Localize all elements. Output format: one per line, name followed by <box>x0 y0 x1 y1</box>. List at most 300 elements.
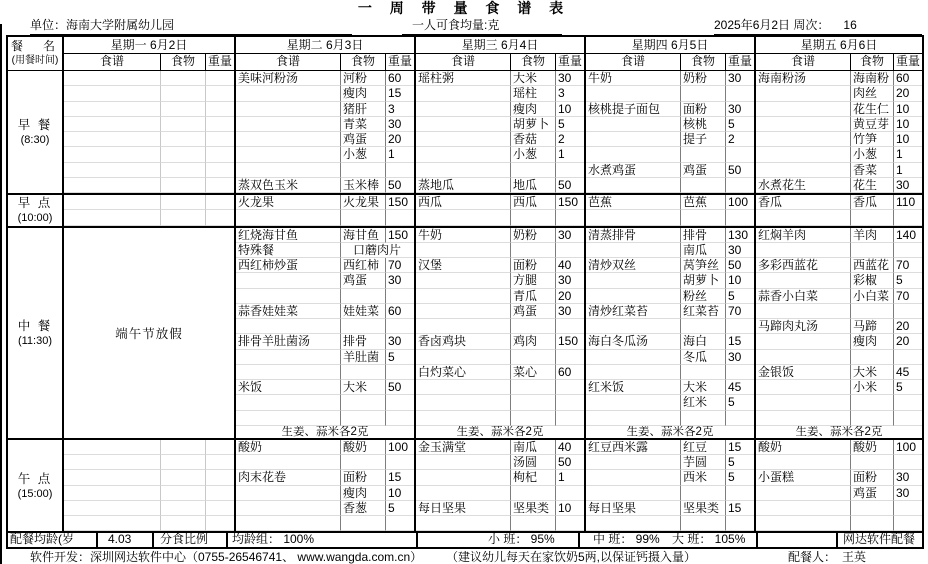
weight-cell: 60 <box>894 71 922 86</box>
recipe-cell: 马蹄肉丸汤 <box>756 319 851 334</box>
food-cell <box>161 147 206 162</box>
weight-cell <box>726 178 754 193</box>
weight-cell: 30 <box>386 334 414 349</box>
food-cell <box>681 147 726 162</box>
weight-cell: 30 <box>556 228 584 243</box>
corner-cell <box>8 37 64 70</box>
meal-label-cell <box>8 228 64 438</box>
divider <box>96 533 98 547</box>
weight-cell: 5 <box>726 117 754 132</box>
age-group-value: 均龄组： 100% <box>232 532 315 547</box>
weight-cell <box>206 486 234 501</box>
recipe-cell <box>236 289 341 304</box>
food-cell: 玉米棒 <box>341 178 386 193</box>
food-cell: 大米 <box>851 365 894 380</box>
recipe-cell <box>64 132 161 147</box>
meal-name: 早 餐 <box>17 118 53 132</box>
weight-cell: 1 <box>556 147 584 162</box>
weight-cell: 20 <box>894 334 922 349</box>
weight-cell: 5 <box>386 501 414 516</box>
date-week <box>714 17 922 35</box>
food-cell: 红豆 <box>681 440 726 455</box>
recipe-cell <box>416 163 511 178</box>
weight-cell: 50 <box>386 380 414 395</box>
subheader-food: 食物 <box>681 54 726 70</box>
day-menu-cell <box>756 195 922 226</box>
weight-cell <box>556 350 584 365</box>
weight-cell <box>726 365 754 380</box>
recipe-cell <box>756 380 851 395</box>
weight-cell <box>726 86 754 101</box>
weight-cell <box>206 455 234 470</box>
food-cell <box>161 163 206 178</box>
meal-label-cell <box>8 440 64 532</box>
big-class-ratio: 大 班： 105% <box>672 532 746 547</box>
weight-cell <box>894 395 922 410</box>
food-cell: 奶粉 <box>511 228 556 243</box>
weight-cell: 30 <box>726 350 754 365</box>
food-cell: 鸡蛋 <box>851 486 894 501</box>
share-ratio-label: 分食比例 <box>160 532 209 547</box>
weight-cell: 50 <box>386 178 414 193</box>
recipe-cell: 米饭 <box>236 380 341 395</box>
recipe-cell <box>236 102 341 117</box>
food-cell: 红菜苔 <box>681 304 726 319</box>
recipe-cell <box>416 319 511 334</box>
food-cell: 瘦肉 <box>851 334 894 349</box>
recipe-cell <box>64 147 161 162</box>
weight-cell <box>206 132 234 147</box>
food-cell <box>161 455 206 470</box>
meal-time: (11:30) <box>17 334 53 347</box>
food-cell <box>161 86 206 101</box>
food-cell <box>341 411 386 426</box>
recipe-cell: 特殊餐 <box>236 243 341 258</box>
recipe-cell: 香瓜 <box>756 195 851 210</box>
weight-cell: 60 <box>386 304 414 319</box>
recipe-cell <box>64 470 161 485</box>
weight-cell <box>206 147 234 162</box>
recipe-cell <box>586 117 681 132</box>
portion-label: 一人可食均量:克 <box>402 17 562 35</box>
recipe-cell <box>236 501 341 516</box>
weight-cell <box>206 195 234 210</box>
recipe-cell: 金银饭 <box>756 365 851 380</box>
food-cell: 彩椒 <box>851 273 894 288</box>
recipe-cell: 蒸地瓜 <box>416 178 511 193</box>
food-cell <box>161 195 206 210</box>
avg-age-label: 配餐均龄(岁 <box>10 532 74 547</box>
recipe-cell: 水煮鸡蛋 <box>586 163 681 178</box>
weight-cell: 50 <box>726 258 754 273</box>
recipe-cell <box>586 350 681 365</box>
food-cell: 瘦肉 <box>341 486 386 501</box>
recipe-cell <box>756 86 851 101</box>
food-cell: 坚果类 <box>511 501 556 516</box>
recipe-cell <box>416 102 511 117</box>
corner-subtitle: (用餐时间) <box>11 55 59 66</box>
recipe-cell <box>756 395 851 410</box>
weight-cell: 15 <box>386 470 414 485</box>
recipe-cell <box>64 455 161 470</box>
weight-cell <box>206 86 234 101</box>
food-cell <box>681 411 726 426</box>
weight-cell: 45 <box>726 380 754 395</box>
recipe-cell: 核桃提子面包 <box>586 102 681 117</box>
food-cell: 瑶柱 <box>511 86 556 101</box>
weight-cell: 70 <box>726 304 754 319</box>
recipe-cell <box>586 289 681 304</box>
recipe-cell: 牛奶 <box>586 71 681 86</box>
day-menu-cell <box>416 195 586 226</box>
divider <box>416 533 418 547</box>
food-cell: 西蓝花 <box>851 258 894 273</box>
recipe-cell <box>416 210 511 225</box>
software-badge: 网达软件配餐 <box>842 532 915 547</box>
recipe-cell <box>64 178 161 193</box>
food-cell: 小葱 <box>341 147 386 162</box>
weight-cell <box>206 210 234 225</box>
weight-cell: 5 <box>726 395 754 410</box>
food-cell: 大米 <box>681 380 726 395</box>
weight-cell <box>206 470 234 485</box>
recipe-cell: 海南粉汤 <box>756 71 851 86</box>
weight-cell: 70 <box>894 289 922 304</box>
food-cell: 海甘鱼 <box>341 228 386 243</box>
recipe-cell <box>756 163 851 178</box>
recipe-cell <box>586 455 681 470</box>
food-cell: 西米 <box>681 470 726 485</box>
weight-cell <box>206 178 234 193</box>
meal-name: 中 餐 <box>17 318 53 333</box>
food-cell <box>161 501 206 516</box>
recipe-cell: 牛奶 <box>416 228 511 243</box>
recipe-cell <box>586 516 681 531</box>
weight-cell: 30 <box>894 178 922 193</box>
recipe-cell: 白灼菜心 <box>416 365 511 380</box>
food-cell: 火龙果 <box>341 195 386 210</box>
recipe-cell <box>756 243 851 258</box>
weight-cell: 10 <box>894 117 922 132</box>
weight-cell: 3 <box>556 86 584 101</box>
recipe-cell <box>416 350 511 365</box>
weight-cell: 10 <box>556 501 584 516</box>
food-cell <box>511 350 556 365</box>
food-cell: 香菇 <box>511 132 556 147</box>
recipe-cell <box>236 210 341 225</box>
food-cell: 鸡蛋 <box>681 163 726 178</box>
recipe-cell: 清炒双丝 <box>586 258 681 273</box>
subheader-weight: 重量 <box>207 54 232 68</box>
day-menu-cell <box>236 440 416 532</box>
preparer-label: 配餐人： <box>788 550 837 564</box>
weight-cell <box>726 210 754 225</box>
recipe-cell: 红米饭 <box>586 380 681 395</box>
weight-cell: 15 <box>726 440 754 455</box>
recipe-cell <box>586 243 681 258</box>
recipe-cell <box>756 516 851 531</box>
window-edge <box>0 24 2 564</box>
weight-cell: 70 <box>386 258 414 273</box>
weight-cell <box>556 210 584 225</box>
weight-cell <box>206 501 234 516</box>
weight-cell <box>206 102 234 117</box>
recipe-cell <box>416 243 511 258</box>
recipe-cell <box>416 455 511 470</box>
menu-table <box>6 35 924 533</box>
food-cell: 酸奶 <box>341 440 386 455</box>
weight-cell: 5 <box>386 350 414 365</box>
subheader-weight: 重量 <box>895 54 920 68</box>
recipe-cell: 西瓜 <box>416 195 511 210</box>
weight-cell: 100 <box>726 195 754 210</box>
recipe-cell <box>64 486 161 501</box>
food-cell <box>511 380 556 395</box>
day-header-fri: 星期五 6月6日 食谱 食物 重量 <box>756 37 922 70</box>
recipe-cell: 小蛋糕 <box>756 470 851 485</box>
small-class-ratio: 小 班： 95% <box>488 532 555 547</box>
table-header <box>8 37 922 71</box>
recipe-cell <box>756 486 851 501</box>
recipe-cell <box>236 132 341 147</box>
recipe-cell: 红豆西米露 <box>586 440 681 455</box>
weight-cell: 1 <box>556 470 584 485</box>
recipe-cell: 每日坚果 <box>586 501 681 516</box>
recipe-cell: 美味河粉汤 <box>236 71 341 86</box>
day-menu-cell <box>756 71 922 193</box>
recipe-cell: 红烧海甘鱼 <box>236 228 341 243</box>
food-cell: 鸡蛋 <box>341 273 386 288</box>
food-cell <box>511 516 556 531</box>
food-cell <box>161 516 206 531</box>
weight-cell <box>206 117 234 132</box>
recipe-cell <box>64 163 161 178</box>
food-cell: 坚果类 <box>681 501 726 516</box>
footer-stats <box>6 533 924 549</box>
food-cell <box>161 440 206 455</box>
weight-cell: 20 <box>894 319 922 334</box>
food-cell: 鸡肉 <box>511 334 556 349</box>
weight-cell <box>726 319 754 334</box>
milk-advice: （建议幼儿每天在家饮奶5两,以保证钙摄入量） <box>446 550 697 564</box>
meal-time: (8:30) <box>20 134 50 146</box>
food-cell: 芋圆 <box>681 455 726 470</box>
recipe-cell: 瑶柱粥 <box>416 71 511 86</box>
day-menu-cell <box>236 71 416 193</box>
divider <box>226 533 228 547</box>
food-cell: 花生仁 <box>851 102 894 117</box>
middle-class-ratio: 中 班： 99% <box>593 532 660 547</box>
food-cell <box>341 516 386 531</box>
food-cell <box>161 71 206 86</box>
food-cell: 面粉 <box>681 102 726 117</box>
recipe-cell <box>416 470 511 485</box>
recipe-cell <box>64 210 161 225</box>
subheader-recipe: 食谱 <box>756 54 851 70</box>
day-header-mon: 星期一 6月2日 食谱 食物 重量 <box>64 37 236 70</box>
food-cell <box>681 319 726 334</box>
food-cell <box>851 501 894 516</box>
day-menu-cell <box>64 71 236 193</box>
day-menu-cell <box>586 195 756 226</box>
preparer-name: 王英 <box>836 550 900 564</box>
day-header-tue: 星期二 6月3日 食谱 食物 重量 <box>236 37 416 70</box>
day-menu-cell <box>64 228 236 438</box>
food-cell: 花生 <box>851 178 894 193</box>
food-cell <box>341 210 386 225</box>
recipe-cell <box>236 395 341 410</box>
weight-cell: 150 <box>386 228 414 243</box>
recipe-cell <box>756 411 851 426</box>
recipe-cell <box>416 132 511 147</box>
recipe-cell <box>236 365 341 380</box>
food-cell <box>341 455 386 470</box>
recipe-cell: 香卤鸡块 <box>416 334 511 349</box>
recipe-cell <box>586 178 681 193</box>
recipe-cell <box>586 273 681 288</box>
weight-cell: 30 <box>386 273 414 288</box>
food-cell: 瘦肉 <box>511 102 556 117</box>
weight-cell <box>386 319 414 334</box>
food-cell: 核桃 <box>681 117 726 132</box>
subheader-weight: 重量 <box>387 54 412 68</box>
weight-cell <box>386 365 414 380</box>
weight-cell: 40 <box>556 258 584 273</box>
weight-cell <box>894 501 922 516</box>
food-cell <box>851 210 894 225</box>
food-cell: 红米 <box>681 395 726 410</box>
food-cell <box>161 117 206 132</box>
recipe-cell <box>586 365 681 380</box>
recipe-cell <box>416 411 511 426</box>
divider <box>756 533 758 547</box>
recipe-cell <box>236 350 341 365</box>
food-cell <box>341 289 386 304</box>
weight-cell: 1 <box>386 147 414 162</box>
recipe-cell <box>416 304 511 319</box>
meal-time: (10:00) <box>17 212 53 225</box>
weight-cell: 15 <box>386 86 414 101</box>
weight-cell <box>894 516 922 531</box>
week-value: 16 <box>843 18 857 32</box>
food-cell: 地瓜 <box>511 178 556 193</box>
food-cell <box>851 304 894 319</box>
recipe-cell <box>416 395 511 410</box>
food-cell <box>161 132 206 147</box>
food-cell: 菜心 <box>511 365 556 380</box>
meal-label-cell <box>8 195 64 226</box>
weight-cell: 5 <box>556 117 584 132</box>
food-cell: 海南粉 <box>851 71 894 86</box>
recipe-cell <box>756 102 851 117</box>
recipe-cell <box>756 273 851 288</box>
weight-cell <box>206 440 234 455</box>
food-cell <box>161 178 206 193</box>
weight-cell: 3 <box>386 102 414 117</box>
food-cell: 排骨 <box>681 228 726 243</box>
date-label: 2025年6月2日 <box>714 18 791 32</box>
weight-cell: 10 <box>726 273 754 288</box>
subheader-food: 食物 <box>851 54 894 70</box>
divider <box>578 533 580 547</box>
weight-cell: 150 <box>556 334 584 349</box>
food-cell: 小米 <box>851 380 894 395</box>
recipe-cell: 水煮花生 <box>756 178 851 193</box>
meal-time: (15:00) <box>17 487 53 500</box>
recipe-cell: 火龙果 <box>236 195 341 210</box>
food-cell <box>851 395 894 410</box>
recipe-cell <box>64 516 161 531</box>
food-cell <box>341 365 386 380</box>
food-cell: 奶粉 <box>681 71 726 86</box>
weight-cell <box>726 486 754 501</box>
corner-title: 餐 名 <box>10 39 59 53</box>
info-row <box>0 17 928 35</box>
food-cell <box>681 178 726 193</box>
food-cell <box>851 350 894 365</box>
recipe-cell <box>236 86 341 101</box>
food-cell <box>511 210 556 225</box>
weight-cell: 30 <box>556 71 584 86</box>
food-cell: 猪肝 <box>341 102 386 117</box>
food-cell: 海白 <box>681 334 726 349</box>
recipe-cell <box>416 516 511 531</box>
weight-cell: 5 <box>726 289 754 304</box>
recipe-cell <box>586 210 681 225</box>
food-cell: 马蹄 <box>851 319 894 334</box>
day-menu-cell <box>64 440 236 532</box>
food-cell: 黄豆芽 <box>851 117 894 132</box>
food-cell: 面粉 <box>851 470 894 485</box>
recipe-cell <box>236 411 341 426</box>
recipe-cell <box>236 147 341 162</box>
weight-cell <box>894 411 922 426</box>
weight-cell: 1 <box>894 147 922 162</box>
weight-cell <box>894 243 922 258</box>
seasoning-note: 生姜、蒜米各2克 <box>795 425 883 438</box>
day-menu-cell <box>756 228 922 438</box>
food-cell: 香菜 <box>851 163 894 178</box>
divider <box>152 533 154 547</box>
table-body <box>8 71 922 531</box>
food-cell: 面粉 <box>511 258 556 273</box>
subheader-recipe: 食谱 <box>586 54 681 70</box>
food-cell: 香葱 <box>341 501 386 516</box>
weight-cell <box>206 163 234 178</box>
food-cell: 羊肚菌 <box>341 350 386 365</box>
food-cell <box>681 210 726 225</box>
food-cell <box>851 455 894 470</box>
weight-cell: 30 <box>726 102 754 117</box>
recipe-cell: 蒸双色玉米 <box>236 178 341 193</box>
weight-cell <box>386 455 414 470</box>
food-cell: 胡萝卜 <box>681 273 726 288</box>
recipe-cell <box>756 132 851 147</box>
food-cell <box>341 163 386 178</box>
food-cell <box>511 319 556 334</box>
weight-cell: 5 <box>726 455 754 470</box>
food-cell <box>161 102 206 117</box>
day-header-wed: 星期三 6月4日 食谱 食物 重量 <box>416 37 586 70</box>
recipe-cell <box>236 163 341 178</box>
weight-cell: 45 <box>894 365 922 380</box>
weight-cell <box>386 395 414 410</box>
food-cell <box>511 243 556 258</box>
recipe-cell <box>586 470 681 485</box>
food-cell: 大米 <box>511 71 556 86</box>
weight-cell <box>726 411 754 426</box>
recipe-cell <box>586 147 681 162</box>
